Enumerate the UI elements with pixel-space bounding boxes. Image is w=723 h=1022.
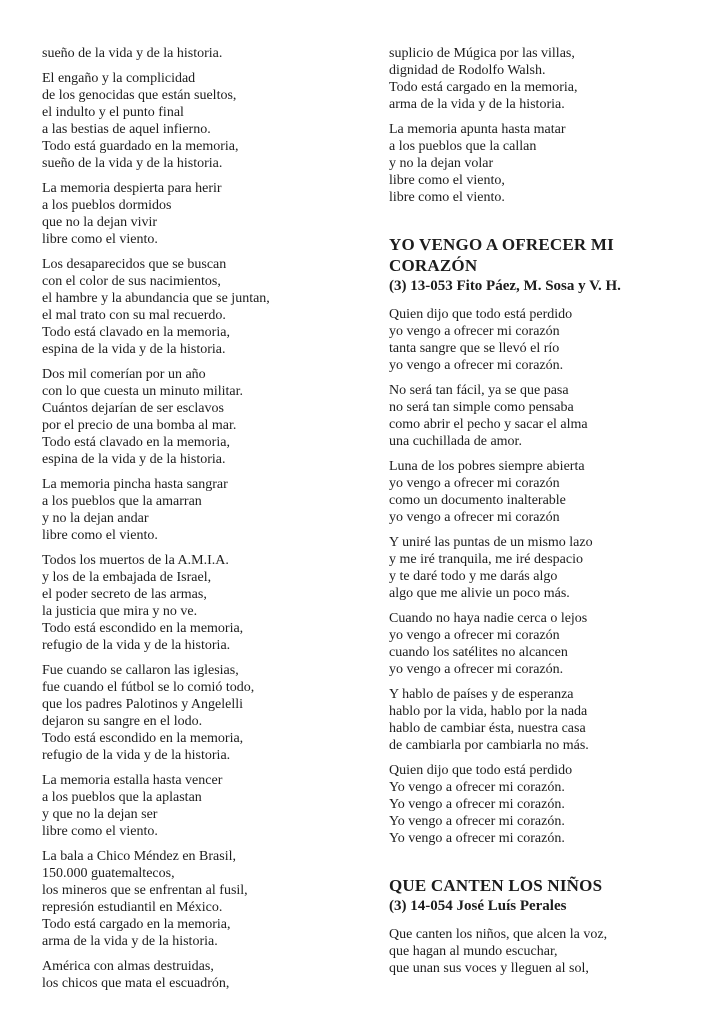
lyric-line: la justicia que mira y no ve. xyxy=(42,604,198,619)
lyric-line: El engaño y la complicidad xyxy=(42,71,196,86)
lyric-line: Y hablo de países y de esperanza xyxy=(389,687,574,702)
lyric-line: Todo está guardado en la memoria, xyxy=(42,139,239,154)
lyric-line: Todo está escondido en la memoria, xyxy=(42,731,244,746)
lyric-line: arma de la vida y de la historia. xyxy=(389,97,565,112)
lyric-line: La bala a Chico Méndez en Brasil, xyxy=(42,849,236,864)
lyric-line: y que no la dejan ser xyxy=(42,807,158,822)
lyric-line: Y uniré las puntas de un mismo lazo xyxy=(389,535,593,550)
lyric-line: el hambre y la abundancia que se juntan, xyxy=(42,291,270,306)
lyric-line: La memoria apunta hasta matar xyxy=(389,122,566,137)
lyric-line: Yo vengo a ofrecer mi corazón. xyxy=(389,780,565,795)
lyric-line: arma de la vida y de la historia. xyxy=(42,934,218,949)
lyric-line: el poder secreto de las armas, xyxy=(42,587,207,602)
lyric-line: a los pueblos que la aplastan xyxy=(42,790,202,805)
stanza xyxy=(42,366,354,468)
lyric-line: que no la dejan vivir xyxy=(42,215,158,230)
stanza xyxy=(42,45,354,62)
stanza xyxy=(389,926,701,977)
lyric-line: como abrir el pecho y sacar el alma xyxy=(389,417,588,432)
lyric-line: Luna de los pobres siempre abierta xyxy=(389,459,585,474)
lyric-line: La memoria despierta para herir xyxy=(42,181,222,196)
lyric-line: de cambiarla por cambiarla no más. xyxy=(389,738,589,753)
stanza xyxy=(389,686,701,754)
lyric-line: por el precio de una bomba al mar. xyxy=(42,418,237,433)
lyric-line: el mal trato con su mal recuerdo. xyxy=(42,308,226,323)
text-column-right xyxy=(389,45,701,985)
lyric-line: a los pueblos dormidos xyxy=(42,198,172,213)
lyric-line: Quien dijo que todo está perdido xyxy=(389,307,573,322)
song-title: QUE CANTEN LOS NIÑOS xyxy=(389,876,603,895)
lyric-line: Todo está cargado en la memoria, xyxy=(389,80,578,95)
lyric-line: La memoria pincha hasta sangrar xyxy=(42,477,228,492)
lyric-line: de los genocidas que están sueltos, xyxy=(42,88,237,103)
lyric-line: dignidad de Rodolfo Walsh. xyxy=(389,63,546,78)
stanza xyxy=(389,45,701,113)
lyric-line: a los pueblos que la callan xyxy=(389,139,537,154)
lyric-line: sueño de la vida y de la historia. xyxy=(42,46,223,61)
lyric-line: una cuchillada de amor. xyxy=(389,434,522,449)
lyric-line: a los pueblos que la amarran xyxy=(42,494,202,509)
lyric-line: Yo vengo a ofrecer mi corazón. xyxy=(389,814,565,829)
stanza xyxy=(42,772,354,840)
lyric-line: yo vengo a ofrecer mi corazón. xyxy=(389,358,564,373)
stanza xyxy=(389,458,701,526)
lyric-line: Cuando no haya nadie cerca o lejos xyxy=(389,611,588,626)
lyric-line: como un documento inalterable xyxy=(389,493,566,508)
lyric-line: algo que me alivie un poco más. xyxy=(389,586,570,601)
lyric-line: Cuántos dejarían de ser esclavos xyxy=(42,401,224,416)
lyric-line: con lo que cuesta un minuto militar. xyxy=(42,384,244,399)
lyric-line: yo vengo a ofrecer mi corazón xyxy=(389,324,560,339)
song-header xyxy=(389,875,701,915)
stanza xyxy=(42,70,354,172)
song-header xyxy=(389,234,701,295)
song-title: YO VENGO A OFRECER MI CORAZÓN xyxy=(389,235,614,275)
lyric-line: sueño de la vida y de la historia. xyxy=(42,156,223,171)
lyric-line: que hagan al mundo escuchar, xyxy=(389,944,558,959)
lyric-line: Todo está escondido en la memoria, xyxy=(42,621,244,636)
stanza xyxy=(389,762,701,847)
lyric-line: espina de la vida y de la historia. xyxy=(42,342,226,357)
lyric-line: no será tan simple como pensaba xyxy=(389,400,574,415)
lyric-line: Yo vengo a ofrecer mi corazón. xyxy=(389,831,565,846)
lyric-line: represión estudiantil en México. xyxy=(42,900,223,915)
lyric-line: y no la dejan andar xyxy=(42,511,149,526)
stanza xyxy=(42,180,354,248)
song-credit: (3) 14-054 José Luís Perales xyxy=(389,898,567,914)
lyric-line: que los padres Palotinos y Angelelli xyxy=(42,697,244,712)
stanza xyxy=(389,534,701,602)
lyric-line: el indulto y el punto final xyxy=(42,105,184,120)
lyric-line: cuando los satélites no alcancen xyxy=(389,645,568,660)
lyric-line: tanta sangre que se llevó el río xyxy=(389,341,560,356)
lyric-line: fue cuando el fútbol se lo comió todo, xyxy=(42,680,255,695)
lyric-line: libre como el viento. xyxy=(42,528,158,543)
lyric-line: Yo vengo a ofrecer mi corazón. xyxy=(389,797,565,812)
stanza xyxy=(42,256,354,358)
lyric-line: dejaron su sangre en el lodo. xyxy=(42,714,203,729)
lyric-line: yo vengo a ofrecer mi corazón xyxy=(389,476,560,491)
lyric-line: libre como el viento. xyxy=(42,824,158,839)
stanza xyxy=(42,958,354,992)
lyric-line: Todo está cargado en la memoria, xyxy=(42,917,231,932)
lyric-line: Todos los muertos de la A.M.I.A. xyxy=(42,553,229,568)
stanza xyxy=(389,610,701,678)
lyric-line: yo vengo a ofrecer mi corazón. xyxy=(389,662,564,677)
lyric-line: los chicos que mata el escuadrón, xyxy=(42,976,230,991)
lyric-line: libre como el viento. xyxy=(42,232,158,247)
lyric-line: Que canten los niños, que alcen la voz, xyxy=(389,927,608,942)
lyric-line: y los de la embajada de Israel, xyxy=(42,570,212,585)
lyric-line: La memoria estalla hasta vencer xyxy=(42,773,223,788)
lyric-line: refugio de la vida y de la historia. xyxy=(42,638,231,653)
lyric-line: que unan sus voces y lleguen al sol, xyxy=(389,961,589,976)
lyric-line: y te daré todo y me darás algo xyxy=(389,569,558,584)
lyric-line: América con almas destruidas, xyxy=(42,959,214,974)
lyric-line: yo vengo a ofrecer mi corazón xyxy=(389,510,560,525)
lyric-line: y me iré tranquila, me iré despacio xyxy=(389,552,583,567)
lyric-line: y no la dejan volar xyxy=(389,156,494,171)
stanza xyxy=(42,552,354,654)
stanza xyxy=(389,306,701,374)
lyric-line: Dos mil comerían por un año xyxy=(42,367,206,382)
stanza xyxy=(42,476,354,544)
text-column-left xyxy=(42,45,354,1000)
stanza xyxy=(42,662,354,764)
lyric-line: espina de la vida y de la historia. xyxy=(42,452,226,467)
lyric-line: los mineros que se enfrentan al fusil, xyxy=(42,883,248,898)
lyric-line: a las bestias de aquel infierno. xyxy=(42,122,211,137)
lyric-line: No será tan fácil, ya se que pasa xyxy=(389,383,569,398)
lyric-line: Todo está clavado en la memoria, xyxy=(42,325,230,340)
lyric-line: Todo está clavado en la memoria, xyxy=(42,435,230,450)
lyric-line: con el color de sus nacimientos, xyxy=(42,274,221,289)
lyric-line: hablo por la vida, hablo por la nada xyxy=(389,704,588,719)
song-credit: (3) 13-053 Fito Páez, M. Sosa y V. H. xyxy=(389,278,621,294)
lyric-line: Fue cuando se callaron las iglesias, xyxy=(42,663,239,678)
lyric-line: suplicio de Múgica por las villas, xyxy=(389,46,575,61)
lyric-line: Quien dijo que todo está perdido xyxy=(389,763,573,778)
lyric-line: yo vengo a ofrecer mi corazón xyxy=(389,628,560,643)
lyric-line: refugio de la vida y de la historia. xyxy=(42,748,231,763)
lyric-line: Los desaparecidos que se buscan xyxy=(42,257,227,272)
stanza xyxy=(389,121,701,206)
stanza xyxy=(42,848,354,950)
lyric-line: libre como el viento. xyxy=(389,190,505,205)
stanza xyxy=(389,382,701,450)
lyric-line: libre como el viento, xyxy=(389,173,505,188)
lyric-line: hablo de cambiar ésta, nuestra casa xyxy=(389,721,586,736)
lyric-line: 150.000 guatemaltecos, xyxy=(42,866,175,881)
